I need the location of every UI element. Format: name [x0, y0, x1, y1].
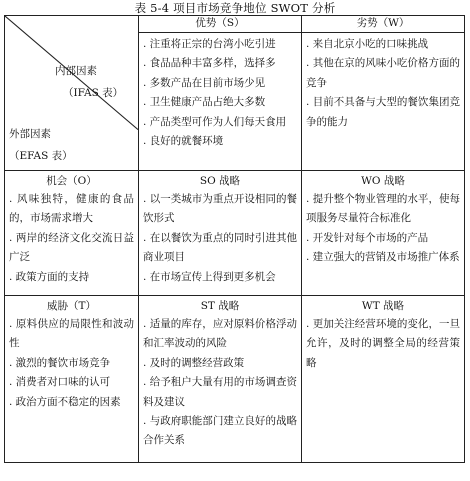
- list-item: . 原料供应的局限性和波动性: [9, 318, 134, 350]
- list-item: . 多数产品在目前市场少见: [143, 76, 266, 89]
- threats-row: [5, 296, 465, 463]
- wt-strategy-title: WT 战略: [361, 300, 405, 312]
- table-caption: 表 5-4 项目市场竞争地位 SWOT 分析: [134, 1, 336, 15]
- opportunities-cell: [5, 171, 139, 296]
- opportunities-title: 机会（O）: [46, 175, 97, 187]
- threats-cell: [5, 296, 139, 463]
- list-item: . 食品品种丰富多样，选择多: [143, 57, 276, 70]
- so-strategy-title: SO 战略: [199, 175, 241, 187]
- list-item: . 卫生健康产品占绝大多数: [143, 96, 266, 109]
- list-item: . 及时的调整经营政策: [143, 356, 245, 369]
- internal-factors-label: 内部因素: [55, 65, 97, 77]
- list-item: . 提升整个物业管理的水平，使每项服务尽量符合标准化: [306, 193, 460, 225]
- list-item: . 目前不具备与大型的餐饮集团竞争的能力: [306, 96, 460, 128]
- wt-strategy-cell: [302, 296, 465, 463]
- opportunities-row: [5, 171, 465, 296]
- st-strategy-cell: [139, 296, 302, 463]
- strengths-header: 优势（S）: [139, 16, 302, 33]
- list-item: . 建立强大的营销及市场推广体系: [306, 251, 460, 264]
- header-row: [5, 16, 465, 33]
- weaknesses-header: 劣势（W）: [302, 16, 465, 33]
- list-item: . 开发针对每个市场的产品: [306, 231, 429, 244]
- list-item: . 给予租户大量有用的市场调查资料及建议: [143, 376, 297, 408]
- strengths-cell: [139, 33, 302, 171]
- wo-strategy-cell: [302, 171, 465, 296]
- ifas-label: （IFAS 表）: [63, 87, 124, 99]
- list-item: . 适量的库存，应对原料价格浮动和汇率波动的风险: [143, 318, 297, 350]
- list-item: . 政治方面不稳定的因素: [9, 395, 121, 408]
- list-item: . 以一类城市为重点开设相同的餐饮形式: [143, 193, 297, 225]
- threats-title: 威胁（T）: [46, 300, 96, 312]
- list-item: . 来自北京小吃的口味挑战: [306, 38, 429, 50]
- list-item: . 两岸的经济文化交流日益广泛: [9, 231, 134, 264]
- list-item: . 其他在京的风味小吃价格方面的竞争: [306, 57, 460, 89]
- list-item: . 良好的就餐环境: [143, 135, 224, 148]
- list-item: . 消费者对口味的认可: [9, 376, 111, 389]
- swot-table: [4, 15, 465, 463]
- so-strategy-cell: [139, 171, 302, 296]
- list-item: . 在市场宣传上得到更多机会: [143, 270, 276, 283]
- list-item: . 风味独特，健康的食品的，市场需求增大: [9, 193, 134, 225]
- list-item: . 激烈的餐饮市场竞争: [9, 356, 111, 369]
- list-item: . 注重将正宗的台湾小吃引进: [143, 38, 276, 50]
- wo-strategy-title: WO 战略: [361, 175, 405, 187]
- efas-label: （EFAS 表）: [9, 150, 73, 162]
- list-item: . 与政府职能部门建立良好的战略合作关系: [143, 415, 297, 447]
- list-item: . 政策方面的支持: [9, 270, 90, 283]
- st-strategy-title: ST 战略: [200, 300, 240, 312]
- weaknesses-cell: [302, 33, 465, 171]
- list-item: . 在以餐饮为重点的同时引进其他商业项目: [143, 231, 297, 264]
- corner-cell: [5, 16, 139, 171]
- list-item: . 更加关注经营环境的变化，一旦允许，及时的调整全局的经营策略: [306, 318, 460, 369]
- external-factors-label: 外部因素: [9, 128, 51, 140]
- list-item: . 产品类型可作为人们每天食用: [143, 115, 287, 128]
